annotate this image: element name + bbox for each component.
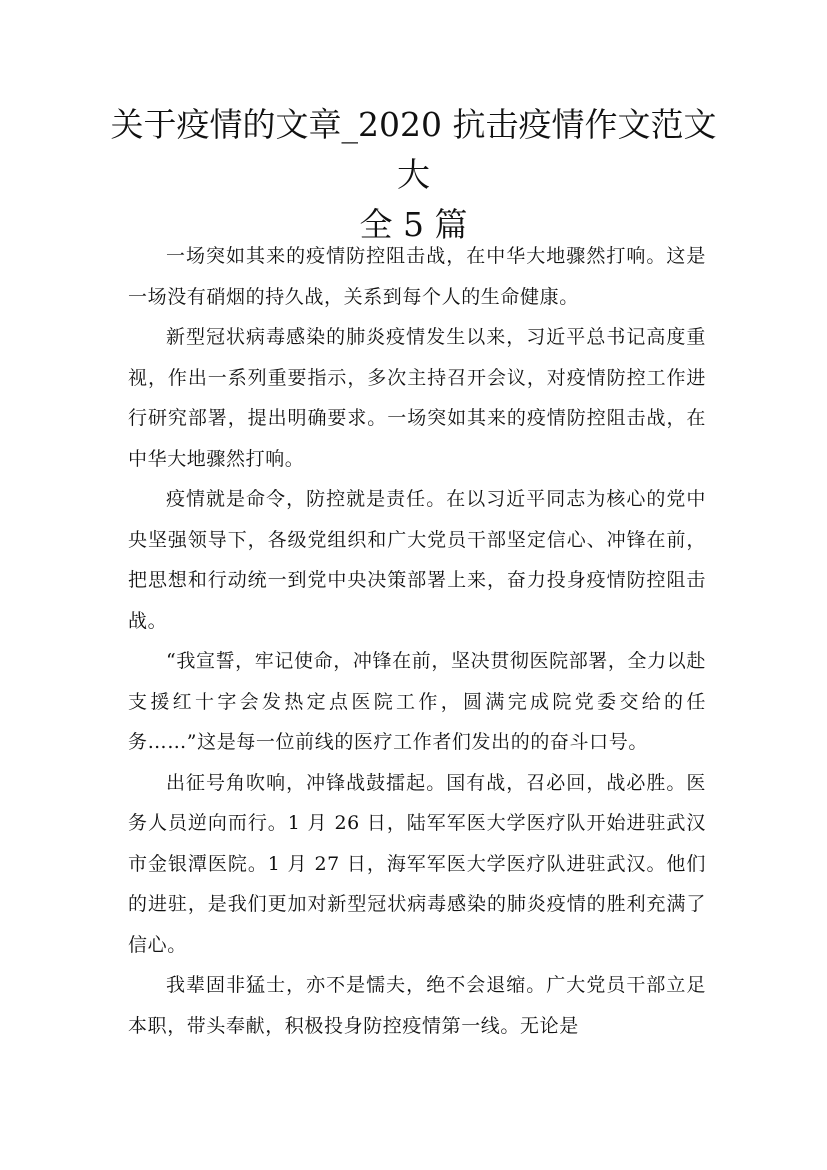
paragraph: 一场突如其来的疫情防控阻击战，在中华大地骤然打响。这是一场没有硝烟的持久战，关系到每个人的生命健康。 — [128, 245, 706, 308]
paragraph: 疫情就是命令，防控就是责任。在以习近平同志为核心的党中央坚强领导下，各级党组织和广大党员干部坚定信心、冲锋在前，把思想和行动统一到党中央决策部署上来，奋力投身疫情防控阻击战。 — [128, 488, 706, 632]
paragraph: 出征号角吹响，冲锋战鼓擂起。国有战，召必回，战必胜。医务人员逆向而行。1 月 26 日，陆军军医大学医疗队开始进驻武汉市金银潭医院。1 月 27 日，海军军医大学医疗队进驻武汉。他们的进驻，是我们更加对新型冠状病毒感染的肺炎疫情的胜利充满了信心。 — [128, 771, 706, 956]
paragraph: 我辈固非猛士，亦不是懦夫，绝不会退缩。广大党员干部立足本职，带头奉献，积极投身防控疫情第一线。无论是 — [128, 974, 706, 1037]
document-body — [128, 236, 706, 1046]
paragraph: 新型冠状病毒感染的肺炎疫情发生以来，习近平总书记高度重视，作出一系列重要指示，多次主持召开会议，对疫情防控工作进行研究部署，提出明确要求。一场突如其来的疫情防控阻击战，在中华大地骤然打响。 — [128, 326, 706, 470]
paragraph: “我宣誓，牢记使命，冲锋在前，坚决贯彻医院部署，全力以赴支援红十字会发热定点医院工作，圆满完成院党委交给的任务……”这是每一位前线的医疗工作者们发出的的奋斗口号。 — [128, 650, 706, 753]
document-title — [110, 100, 717, 250]
title-line-1: 关于疫情的文章_2020 抗击疫情作文范文大 — [110, 105, 717, 194]
title-line-2: 全 5 篇 — [359, 205, 468, 244]
